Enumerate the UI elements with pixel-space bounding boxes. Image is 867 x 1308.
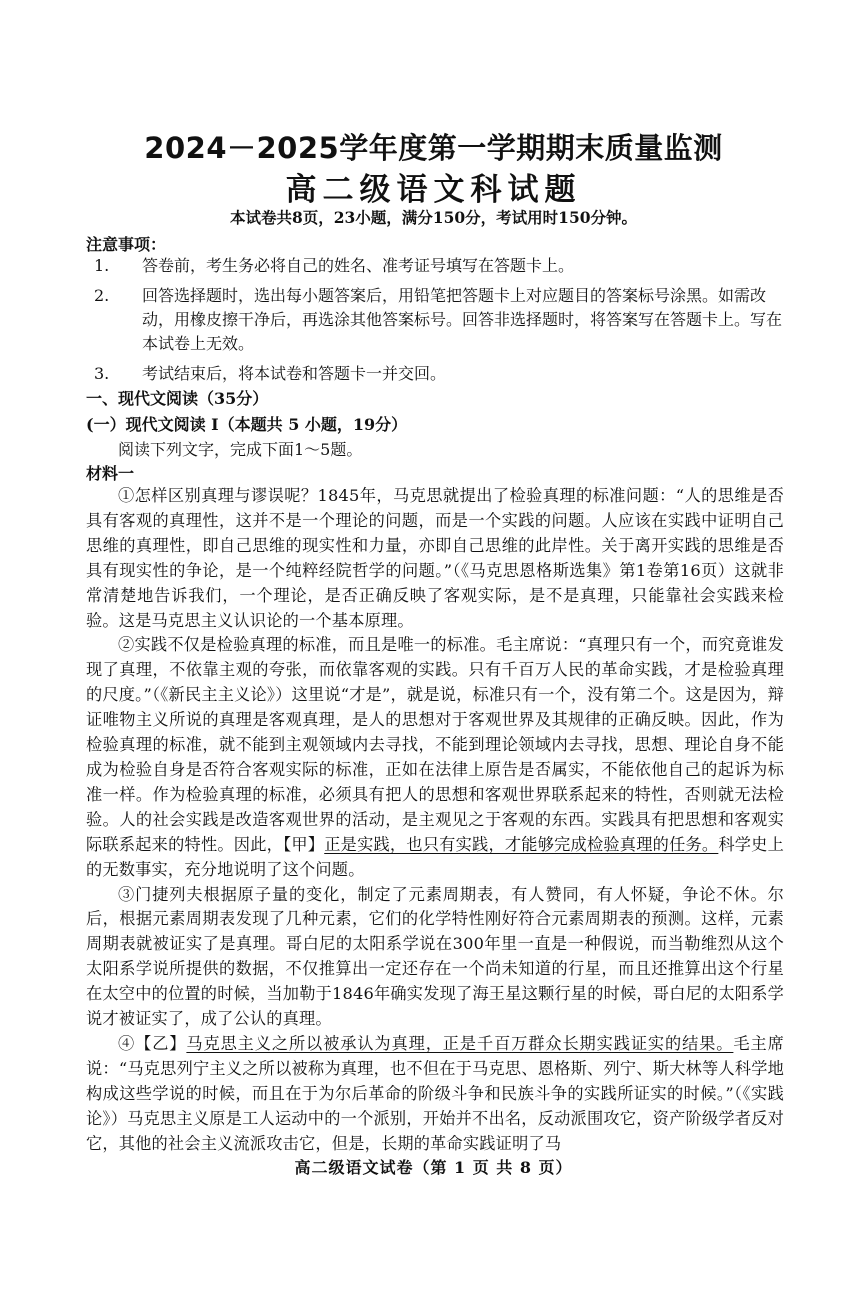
reading-passage bbox=[86, 484, 784, 1156]
paragraph-4 bbox=[86, 1032, 784, 1157]
subsection-heading: (一）现代文阅读 I（本题共 5 小题，19分） bbox=[86, 415, 408, 434]
notice-item-number: 3. bbox=[94, 364, 110, 383]
mark-yi: ④【乙】 bbox=[118, 1033, 187, 1053]
exam-title: 2024－2025学年度第一学期期末质量监测 bbox=[144, 131, 723, 165]
notice-item-text: 回答选择题时，选出每小题答案后，用铅笔把答题卡上对应题目的答案标号涂黑。如需改动，用橡皮擦干净后，再选涂其他答案标号。回答非选择题时，将答案写在答题卡上。写在本试卷上无效。 bbox=[142, 286, 783, 353]
paragraph-3: ③门捷列夫根据原子量的变化，制定了元素周期表，有人赞同，有人怀疑，争论不休。尔后，根据元素周期表发现了几种元素，它们的化学特性刚好符合元素周期表的预测。这样，元素周期表就被证实了是真理。哥白尼的太阳系学说在300年里一直是一种假说，而当勒维烈从这个太阳系学说所提供的数据，不仅推算出一定还存在一个尚未知道的行星，而且还推算出这个行星在太空中的位置的时候，当加勒于1846年确实发现了海王星这颗行星的时候，哥白尼的太阳系学说才被证实了，成了公认的真理。 bbox=[86, 884, 784, 1029]
notice-item bbox=[94, 284, 788, 356]
paragraph-2-tail: 科学史上的无数事实，充分地说明了这个问题。 bbox=[86, 834, 784, 879]
page-footer: 高二级语文试卷（第 1 页 共 8 页） bbox=[294, 1158, 573, 1177]
notice-item-text: 考试结束后，将本试卷和答题卡一并交回。 bbox=[142, 364, 447, 383]
mark-jia: 【甲】 bbox=[283, 834, 325, 854]
notice-item bbox=[94, 362, 788, 386]
paragraph-2 bbox=[86, 633, 784, 882]
underlined-sentence-jia: 正是实践，也只有实践，才能够完成检验真理的任务。 bbox=[324, 834, 719, 854]
reading-instruction: 阅读下列文字，完成下面1～5题。 bbox=[118, 440, 363, 459]
paragraph-1: ①怎样区别真理与谬误呢？1845年，马克思就提出了检验真理的标准问题：“人的思维是否具有客观的真理性，这并不是一个理论的问题，而是一个实践的问题。人应该在实践中证明自己思维的真理性，即自己思维的现实性和力量，亦即自己思维的此岸性。关于离开实践的思维是否具有现实性的争论，是一个纯粹经院哲学的问题。”（《马克思恩格斯选集》第1卷第16页）这就非常清楚地告诉我们，一个理论，是否正确反映了客观实际，是不是真理，只能靠社会实践来检验。这是马克思主义认识论的一个基本原理。 bbox=[86, 486, 784, 630]
exam-info: 本试卷共8页，23小题，满分150分，考试用时150分钟。 bbox=[229, 208, 638, 227]
exam-subject-title: 高二级语文科试题 bbox=[285, 172, 582, 208]
notice-item-number: 2. bbox=[94, 286, 110, 305]
notice-item bbox=[94, 254, 788, 278]
material-label: 材料一 bbox=[86, 464, 135, 483]
notice-item-text: 答卷前，考生务必将自己的姓名、准考证号填写在答题卡上。 bbox=[142, 256, 575, 275]
notice-list bbox=[94, 254, 788, 392]
notice-item-number: 1. bbox=[94, 256, 110, 275]
paragraph-4-text: 毛主席说：“马克思列宁主义之所以被称为真理，也不但在于马克思、恩格斯、列宁、斯大林等人科学地构成这些学说的时候，而且在于为尔后革命的阶级斗争和民族斗争的实践所证实的时候。”（《实践论》）马克思主义原是工人运动中的一个派别，开始并不出名，反动派围攻它，资产阶级学者反对它，其他的社会主义流派攻击它，但是，长期的革命实践证明了马 bbox=[86, 1033, 784, 1153]
notice-heading: 注意事项： bbox=[86, 235, 167, 254]
paragraph-2-text: ②实践不仅是检验真理的标准，而且是唯一的标准。毛主席说：“真理只有一个，而究竟谁发现了真理，不依靠主观的夸张，而依靠客观的实践。只有千百万人民的革命实践，才是检验真理的尺度。”（《新民主主义论》）这里说“才是”，就是说，标准只有一个，没有第二个。这是因为，辩证唯物主义所说的真理是客观真理，是人的思想对于客观世界及其规律的正确反映。因此，作为检验真理的标准，就不能到主观领域内去寻找，不能到理论领域内去寻找，思想、理论自身不能成为检验自身是否符合客观实际的标准，正如在法律上原告是否属实，不能依他自己的起诉为标准一样。作为检验真理的标准，必须具有把人的思想和客观世界联系起来的特性，否则就无法检验。人的社会实践是改造客观世界的活动，是主观见之于客观的东西。实践具有把思想和客观实际联系起来的特性。因此， bbox=[86, 635, 784, 854]
section-heading: 一、现代文阅读（35分） bbox=[86, 389, 269, 408]
underlined-sentence-yi: 马克思主义之所以被承认为真理，正是千百万群众长期实践证实的结果。 bbox=[186, 1033, 734, 1053]
